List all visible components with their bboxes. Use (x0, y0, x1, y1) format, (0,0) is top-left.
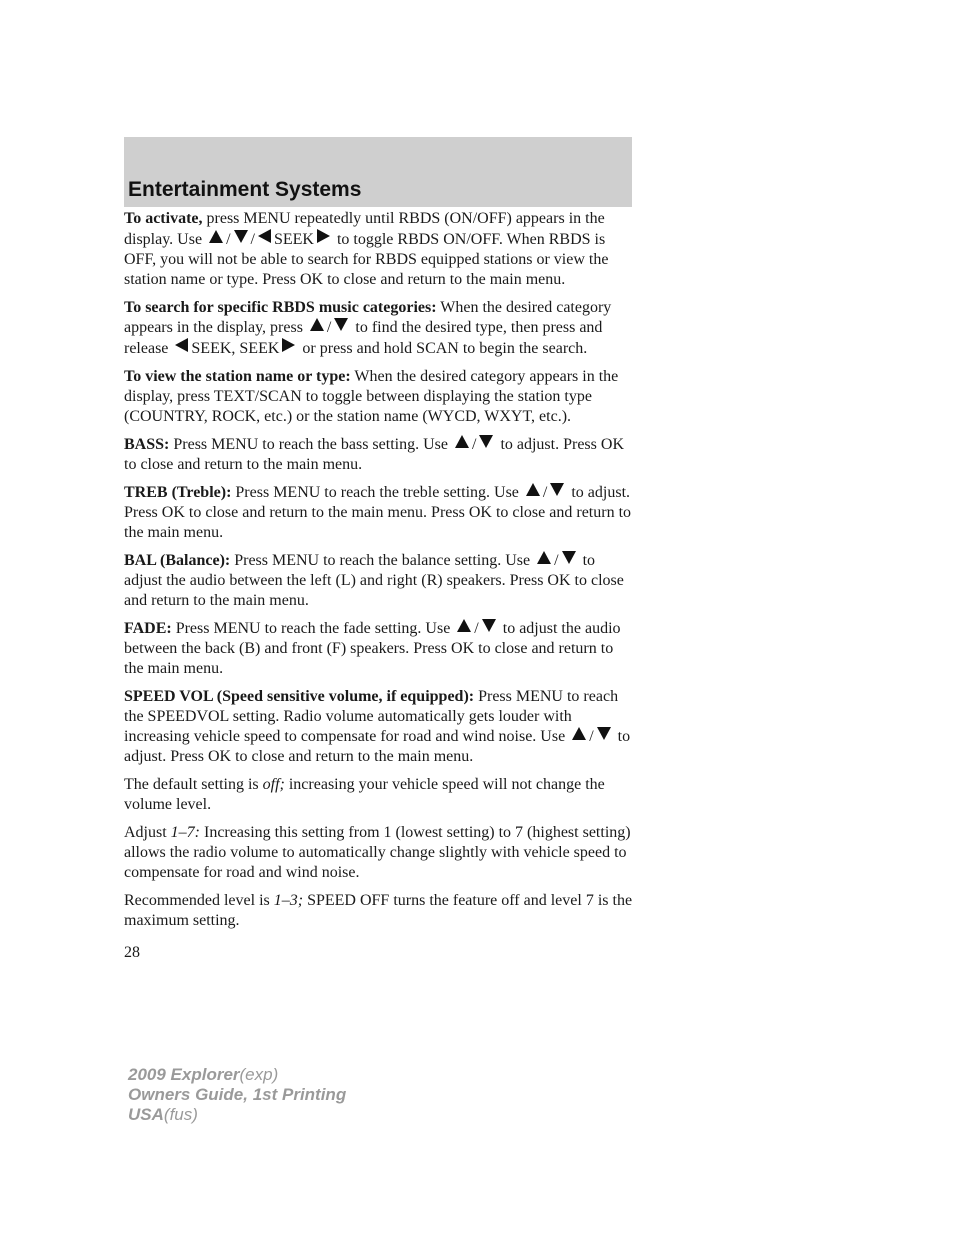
paragraph-balance (124, 551, 636, 611)
footer-line-1 (128, 1065, 346, 1085)
search-text-4: or press and hold SCAN to begin the search. (302, 340, 588, 357)
right-arrow-icon (317, 229, 330, 243)
slash: / (589, 728, 594, 745)
up-arrow-icon (455, 435, 469, 448)
bal-text: Press MENU to reach the balance setting. Use (234, 552, 531, 569)
bass-text: Press MENU to reach the bass setting. Use (173, 436, 448, 453)
footer-model: 2009 Explorer (128, 1065, 240, 1084)
page-title: Entertainment Systems (128, 178, 362, 201)
fade-text-2: to adjust the audio between the back (B) and front (F) speakers. Press OK to close and return to the main menu. (124, 620, 621, 677)
content-body (124, 209, 636, 939)
right-arrow-icon (282, 338, 295, 352)
footer-model-code: (exp) (239, 1065, 279, 1084)
slash: / (474, 620, 479, 637)
paragraph-search (124, 298, 636, 359)
footer-line-3 (128, 1105, 346, 1125)
slash: / (326, 319, 332, 336)
speedvol-label: SPEED VOL (Speed sensitive volume, if equipped): (124, 688, 475, 705)
up-arrow-icon (572, 727, 586, 740)
search-text-2: to find the desired type, then press and release (124, 319, 603, 357)
treb-label: TREB (Treble): (124, 484, 232, 501)
page-number: 28 (124, 944, 140, 961)
down-arrow-icon (482, 619, 496, 632)
footer-market: USA (128, 1105, 164, 1124)
speedvol-text-2: to adjust. Press OK to close and return to the main menu. (124, 728, 631, 765)
seek-label: SEEK (273, 231, 314, 248)
recommended-text-2: SPEED OFF turns the feature off and level 7 is the maximum setting. (124, 892, 633, 929)
recommended-text: Recommended level is (124, 892, 270, 909)
recommended-em: 1–3; (273, 892, 304, 909)
down-arrow-icon (550, 483, 564, 496)
view-label: To view the station name or type: (124, 368, 351, 385)
adjust-em: 1–7: (170, 824, 200, 841)
up-arrow-icon (457, 619, 471, 632)
left-arrow-icon (258, 229, 271, 243)
down-arrow-icon (479, 435, 493, 448)
activate-text-cont: to toggle RBDS ON/OFF. When RBDS is OFF, you will not be able to search for RBDS equipped stations or view the station name or type. Press OK to close and return to the main menu. (124, 231, 609, 288)
paragraph-activate (124, 209, 636, 290)
bass-label: BASS: (124, 436, 170, 453)
search-label: To search for specific RBDS music categories: (124, 299, 437, 316)
slash: / (226, 231, 231, 248)
slash: / (471, 436, 477, 453)
adjust-text: Adjust (124, 824, 167, 841)
down-arrow-icon (334, 318, 348, 331)
bass-text-2: to adjust. Press OK to close and return to the main menu. (124, 436, 624, 473)
treb-text-2: to adjust. Press OK to close and return to the main menu. Press OK to close and return to the main menu. (124, 484, 632, 541)
fade-label: FADE: (124, 620, 172, 637)
down-arrow-icon (562, 551, 576, 564)
default-em: off; (262, 776, 285, 793)
fade-text: Press MENU to reach the fade setting. Use (175, 620, 451, 637)
down-arrow-icon (597, 727, 611, 740)
speedvol-text: Press MENU to reach the SPEEDVOL setting. Radio volume automatically gets louder with increasing vehicle speed to compensate for road and wind noise. Use (124, 688, 619, 745)
slash: / (554, 552, 559, 569)
view-text: When the desired category appears in the display, press TEXT/SCAN to toggle between displaying the station type (COUNTRY, ROCK, etc.) or the station name (WYCD, WXYT, etc.). (124, 368, 619, 425)
default-text-2: increasing your vehicle speed will not change the volume level. (124, 776, 605, 813)
default-text: The default setting is (124, 776, 259, 793)
treb-text: Press MENU to reach the treble setting. Use (235, 484, 519, 501)
search-text: When the desired category appears in the display, press (124, 299, 612, 336)
paragraph-default (124, 775, 636, 815)
paragraph-bass (124, 435, 636, 475)
down-arrow-icon (234, 230, 248, 243)
up-arrow-icon (537, 551, 551, 564)
footer-market-code: (fus) (163, 1105, 198, 1124)
paragraph-recommended (124, 891, 636, 931)
up-arrow-icon (526, 483, 540, 496)
bal-text-2: to adjust the audio between the left (L) and right (R) speakers. Press OK to close and return to the main menu. (124, 552, 624, 609)
activate-text: press MENU repeatedly until RBDS (ON/OFF) appears in the display. Use (124, 210, 605, 248)
footer-imprint (128, 1065, 346, 1125)
search-text-3: SEEK, SEEK (191, 340, 280, 357)
footer-line-2: Owners Guide, 1st Printing (128, 1085, 347, 1104)
paragraph-speedvol (124, 687, 636, 767)
slash: / (250, 231, 255, 248)
paragraph-adjust (124, 823, 636, 883)
up-arrow-icon (209, 230, 223, 243)
bal-label: BAL (Balance): (124, 552, 231, 569)
slash: / (542, 484, 548, 501)
activate-label: To activate, (124, 210, 203, 227)
adjust-text-2: Increasing this setting from 1 (lowest setting) to 7 (highest setting) allows the radio volume to automatically change slightly with vehicle speed to compensate for road and wind noise. (124, 824, 631, 881)
paragraph-view (124, 367, 636, 427)
paragraph-treble (124, 483, 636, 543)
left-arrow-icon (175, 338, 188, 352)
up-arrow-icon (310, 318, 324, 331)
paragraph-fade (124, 619, 636, 679)
